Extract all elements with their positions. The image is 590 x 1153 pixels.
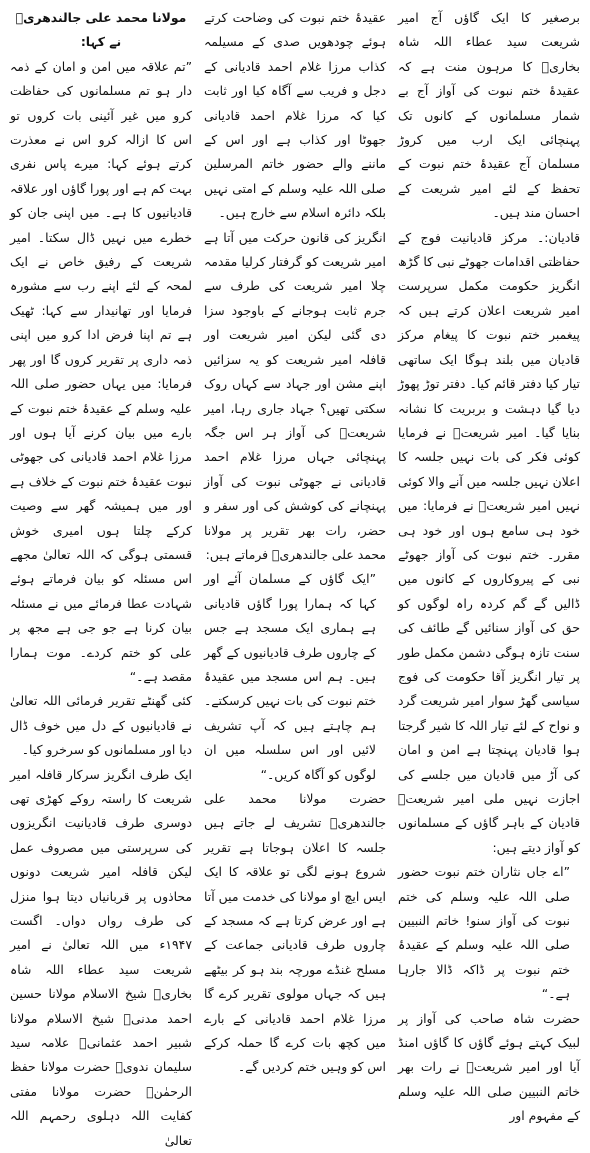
column-left <box>10 6 192 1148</box>
paragraph: حضرت شاہ صاحب کی آواز پر لبیک کہتے ہوئے گاؤں کا گاؤں امنڈ آیا اور امیر شریعتؒ نے رات بھر خاتم النبیین صلی اللہ علیہ وسلم کے مفہوم اور <box>398 1010 580 1124</box>
column-right <box>398 6 580 1124</box>
paragraph: ایک طرف انگریز سرکار قافلہ امیر شریعت کا راستہ روکے کھڑی تھی دوسری طرف قادیانیت انگریزوں کی سرپرستی میں مصروف عمل لیکن قافلہ امیر شریعت دونوں محاذوں پر قربانیاں دیتا ہوا منزل کی طرف رواں دواں۔ اگست ۱۹۴۷ء میں اللہ تعالیٰ نے امیر شریعت سید عطاء اللہ شاہ بخاریؒ شیخ الاسلام مولانا حسین احمد مدنیؒ شیخ الاسلام مولانا شبیر احمد عثمانیؒ علامہ سید سلیمان ندویؒ حضرت مولانا حفظ الرحمٰنؒ حضرت مولانا مفتی کفایت اللہ دہلوی رحمہم اللہ تعالیٰ <box>10 766 192 1148</box>
paragraph: ”تم علاقہ میں امن و امان کے ذمہ دار ہو تم مسلمانوں کی حفاظت کرو میں غیر آئینی بات کروں تو اس کا ازالہ کرو اس نے معذرت کرتے ہوئے کہا: میرے پاس نفری بہت کم ہے اور پورا گاؤں اور علاقہ قادیانیوں کا ہے۔ میں اپنی جان کو خطرے میں نہیں ڈال سکتا۔ امیر شریعت کے رفیق خاص نے ایک لمحہ کے لئے اپنے رب سے مشورہ فرمایا اور تھانیدار سے کہا: ٹھیک ہے تم اپنا فرض ادا کرو میں اپنی ذمہ داری پر تقریر کروں گا اور پھر فرمایا: میں یہاں حضور صلی اللہ علیہ وسلم کے عقیدۂ ختم نبوت کے بارے میں بیان کرنے آیا ہوں اور مرزا غلام احمد قادیانی کی جھوٹی نبوت عقیدۂ ختم نبوت کے خلاف ہے اور میں ہمیشہ گھر سے وصیت کرکے چلتا ہوں امیری خوش قسمتی ہوگی کہ اللہ تعالیٰ مجھے اس مسئلہ کو بیان فرماتے ہوئے شہادت عطا فرمائے میں نے مسئلہ بیان کرنا ہے جو جی ہے مجھ پر علی کو ختم کردے۔ موت ہمارا مقصد ہے۔“ <box>10 58 192 684</box>
paragraph: قادیان:۔ مرکز قادیانیت فوج کے حفاظتی اقدامات جھوٹے نبی کا گڑھ انگریز حکومت مکمل سرپرست امیر شریعت اعلان کرتے ہیں کہ پیغمبر ختم نبوت کا پیغام مرکز قادیان میں بلند ہوگا ایک ساتھی تیار کیا دفتر قائم کیا۔ دفتر توڑ پھوڑ دیا گیا دہشت و بربریت کا نشانہ بنایا گیا۔ امیر شریعتؒ نے فرمایا کوئی فکر کی بات نہیں جلسہ کا اعلان نہیں جلسہ میں آنے والا کوئی نہیں امیر شریعتؒ نے فرمایا: میں خود ہی سامع ہوں اور خود ہی مقرر۔ ختم نبوت کی آواز جھوٹے نبی کے پیروکاروں کے کانوں میں ڈالیں گے گم کردہ راہ لوگوں کو حق کی آواز سنائیں گے طائف کی سنت تازہ ہوگی دشمن مکمل طور پر تیار انگریز آقا حکومت کی فوج سیاسی گھڑ سوار امیر شریعت گرد و نواح کے لئے تیار اللہ کا شیر گرجتا ہوا قادیان پہنچتا ہے امن و امان کی آڑ میں قادیان میں جلسے کی اجازت نہیں ملی امیر شریعتؒ قادیان کے باہر گاؤں کے مسلمانوں کو آواز دیتے ہیں: <box>398 229 580 855</box>
columns-container <box>10 6 580 1148</box>
section-heading: مولانا محمد علی جالندھریؒ نے کہا: <box>15 10 187 50</box>
quote-paragraph: ”اے جاں نثاران ختم نبوت حضور صلی اللہ علیہ وسلم کی ختم نبوت کی آواز سنو! خاتم النبیین صلی اللہ علیہ وسلم کے عقیدۂ ختم نبوت پر ڈاکہ ڈالا جارہا ہے۔“ <box>398 864 570 1002</box>
paragraph: انگریز کی قانون حرکت میں آتا ہے امیر شریعت کو گرفتار کرلیا مقدمہ چلا امیر شریعت کی طرف سے جرم ثابت ہوجانے کے باوجود سزا دی گئی لیکن امیر شریعت اور قافلہ امیر شریعت کو یہ سزائیں اپنے مشن اور جہاد سے کہاں روک سکتی تھیں؟ جہاد جاری رہا، امیر شریعتؒ کی آواز ہر اس جگہ پہنچائی جہاں مرزا غلام احمد قادیانی نے جھوٹی نبوت کی آواز پہنچانے کی کوشش کی اور سفر و حضر، رات بھر تقریر پر مولانا محمد علی جالندھریؒ فرماتے ہیں: <box>204 229 386 562</box>
paragraph: برصغیر کا ایک گاؤں آج امیر شریعت سید عطاء اللہ شاہ بخاریؒ کا مرہون منت ہے کہ عقیدۂ ختم نبوت کی آواز آج بے شمار مسلمانوں کے کانوں تک پہنچائی ایک ارب میں کروڑ مسلمان آج عقیدۂ ختم نبوت کے تحفظ کے لئے امیر شریعت کے احسان مند ہیں۔ <box>398 10 580 221</box>
paragraph: کئی گھنٹے تقریر فرمائی اللہ تعالیٰ نے قادیانیوں کے دل میں خوف ڈال دیا اور مسلمانوں کو سرخرو کیا۔ <box>10 693 192 758</box>
column-middle <box>204 6 386 1075</box>
paragraph: حضرت مولانا محمد علی جالندھریؒ تشریف لے جاتے ہیں جلسہ کا اعلان ہوجاتا ہے تقریر شروع ہونے لگی تو علاقہ کا ایک ایس ایچ او مولانا کی خدمت میں آتا ہے اور عرض کرتا ہے کہ مسجد کے چاروں طرف قادیانی جماعت کے مسلح غنڈے مورچہ بند ہو کر بیٹھے ہیں کہ جہاں مولوی تقریر کرے گا مرزا غلام احمد قادیانی کے بارے میں کچھ بات کرے گا حملہ کرکے اس کو وہیں ختم کردیں گے۔ <box>204 791 386 1075</box>
quote-paragraph: ”ایک گاؤں کے مسلمان آئے اور کہا کہ ہمارا پورا گاؤں قادیانی ہے ہماری ایک مسجد ہے جس کے چاروں طرف قادیانیوں کے گھر ہیں۔ ہم اس مسجد میں عقیدۂ ختم نبوت کی بات نہیں کرسکتے۔ ہم چاہتے ہیں کہ آپ تشریف لائیں اور اس سلسلہ میں ان لوگوں کو آگاہ کریں۔“ <box>204 571 376 782</box>
paragraph: عقیدۂ ختم نبوت کی وضاحت کرتے ہوئے چودھویں صدی کے مسیلمہ کذاب مرزا غلام احمد قادیانی کے دجل و فریب سے آگاہ کیا اور ثابت کیا کہ مرزا غلام احمد قادیانی جھوٹا اور کذاب ہے اور اس کے ماننے والے حضور خاتم المرسلین صلی اللہ علیہ وسلم کے امتی نہیں بلکہ دائرہ اسلام سے خارج ہیں۔ <box>204 10 386 221</box>
